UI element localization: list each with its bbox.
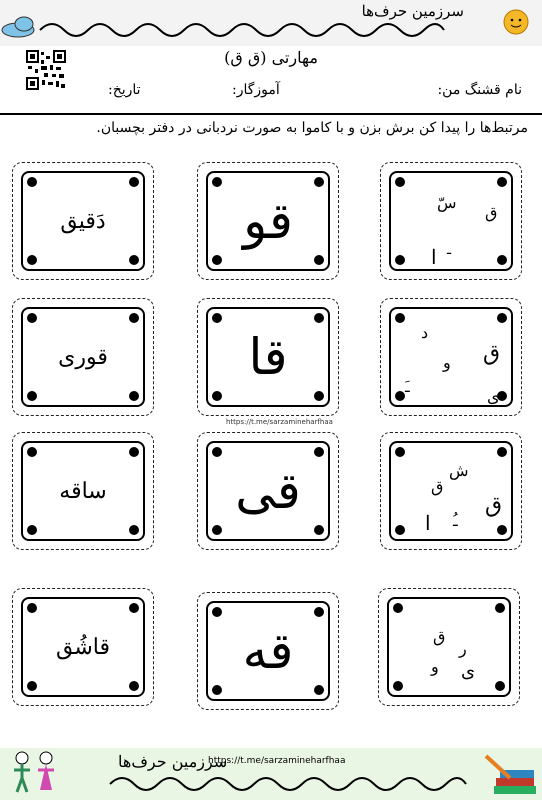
card-letters: قی [235,462,301,520]
brand-title: سرزمین حرف‌ها [361,2,464,20]
letter-card[interactable] [197,432,339,550]
card-fragment: ـ [447,242,452,258]
card-word: قاشُق [56,634,111,660]
card-fragment: ی [461,661,476,682]
watermark-link: https://t.me/sarzamineharfhaa [226,418,333,426]
card-fragment: ر [459,639,467,658]
card-letters: قو [243,192,293,250]
books-icon [486,756,536,794]
card-fragment: ش [449,461,469,480]
word-card[interactable] [12,298,154,416]
letter-card[interactable] [197,298,339,416]
name-label: نام قشنگ من: [437,82,522,98]
card-word: ساقه [59,478,107,504]
letter-card[interactable] [197,162,339,280]
card-fragment: ق [483,341,501,366]
card-fragment: ق [433,627,446,646]
fragment-card[interactable] [380,432,522,550]
card-fragment: ا [431,245,437,269]
card-fragment: ق [485,203,498,222]
card-letters: قه [242,622,294,680]
card-fragment: و [431,657,439,676]
children-icon [14,752,54,792]
card-fragment: د [421,323,429,342]
divider [0,113,542,115]
card-fragment: ی [487,387,500,406]
word-card[interactable] [12,588,154,706]
word-card[interactable] [12,162,154,280]
wavy-line-icon [40,24,444,36]
card-word: دَقیق [60,208,106,234]
card-fragment: ق [431,477,444,496]
wavy-line-icon [110,778,466,790]
card-letters: قا [248,328,288,386]
footer-brand: سرزمین حرف‌ها [118,752,228,771]
card-fragment: ـَ [405,377,410,396]
page-title: مهارتی (ق ق) [224,48,318,67]
footer-url-link[interactable]: https://t.me/sarzamineharfhaa [208,756,346,766]
card-fragment: سّ [437,193,457,212]
teacher-label: آموزگار: [232,82,280,98]
cloud-icon [2,17,34,37]
letter-card[interactable] [197,592,339,710]
card-word: قوری [58,344,108,370]
fragment-card[interactable] [380,298,522,416]
date-label: تاریخ: [108,82,141,98]
card-fragment: ق [485,493,503,518]
card-fragment: ـُ [453,511,458,530]
instruction-text: مرتبط‌ها را پیدا کن برش بزن و با کاموا به صورت نردبانی در دفتر بچسبان. [96,120,528,136]
card-fragment: ا [425,511,431,535]
card-fragment: و [443,353,451,372]
fragment-card[interactable] [378,588,520,706]
word-card[interactable] [12,432,154,550]
fragment-card[interactable] [380,162,522,280]
sun-icon [504,10,528,34]
